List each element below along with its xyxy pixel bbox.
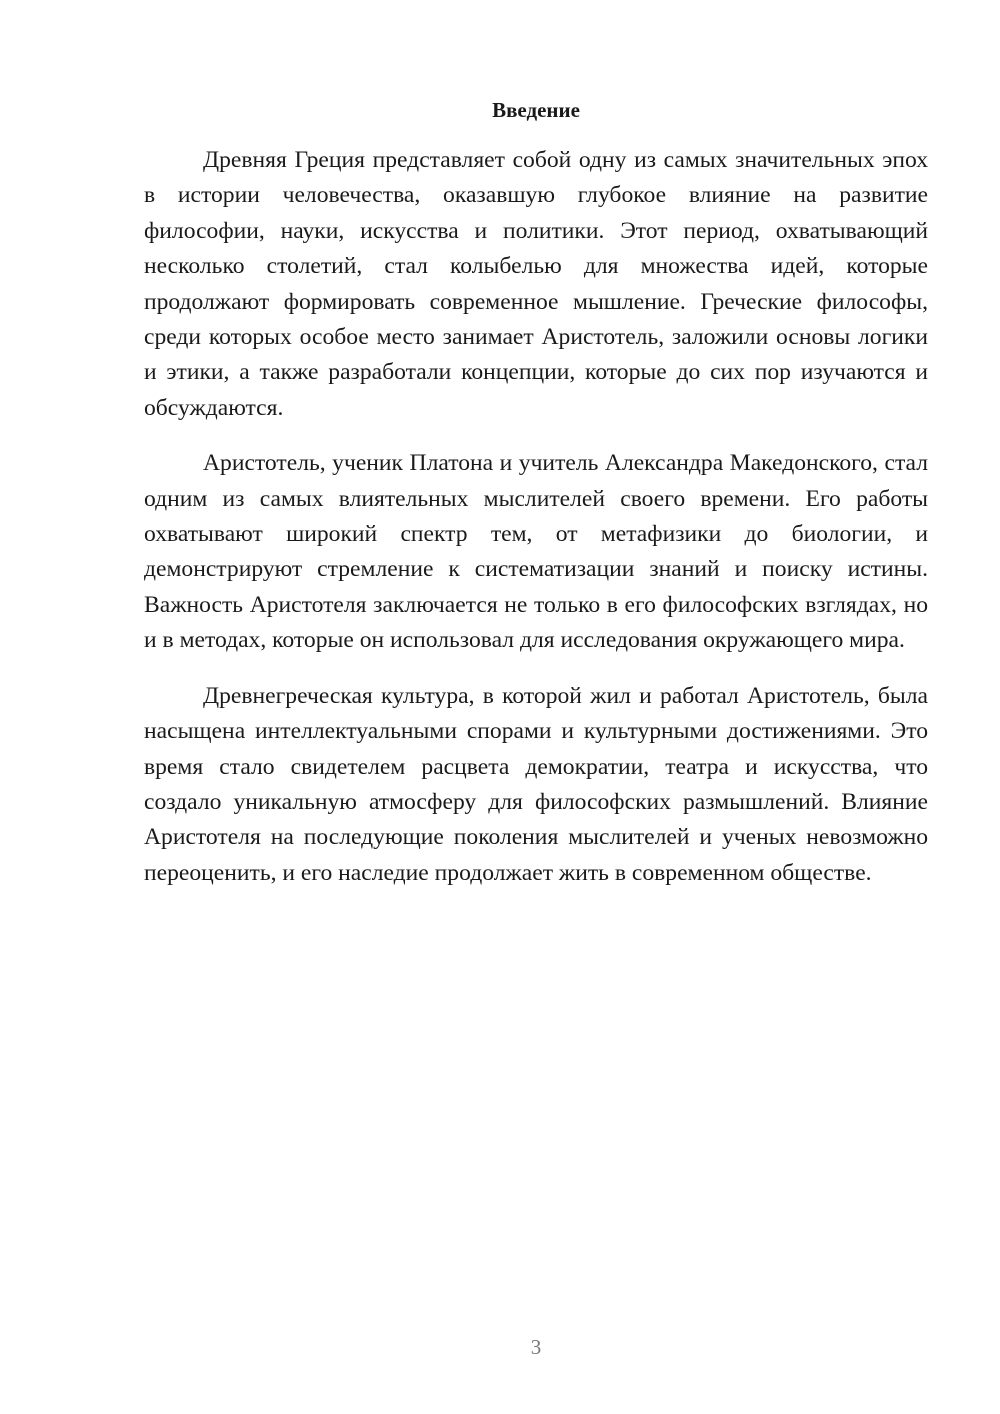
body-text (144, 143, 928, 911)
paragraph: Древнегреческая культура, в которой жил и работал Аристотель, была насыщена интеллектуальными спорами и культурными достижениями. Это время стало свидетелем расцвета демократии, театра и искусства, что создало уникальную атмосферу для философских размышлений. Влияние Аристотеля на последующие поколения мыслителей и ученых невозможно переоценить, и его наследие продолжает жить в современном обществе. (144, 682, 928, 886)
paragraph: Древняя Греция представляет собой одну из самых значительных эпох в истории человечества, оказавшую глубокое влияние на развитие философии, науки, искусства и политики. Этот период, охватывающий несколько столетий, стал колыбелью для множества идей, которые продолжают формировать современное мышление. Греческие философы, среди которых особое место занимает Аристотель, заложили основы логики и этики, а также разработали концепции, которые до сих пор изучаются и обсуждаются. (144, 147, 928, 421)
paragraph: Аристотель, ученик Платона и учитель Александра Македонского, стал одним из самых влиятельных мыслителей своего времени. Его работы охватывают широкий спектр тем, от метафизики до биологии, и демонстрируют стремление к систематизации знаний и поиску истины. Важность Аристотеля заключается не только в его философских взглядах, но и в методах, которые он использовал для исследования окружающего мира. (144, 450, 928, 654)
section-heading: Введение (492, 98, 580, 122)
page-number: 3 (530, 1335, 542, 1359)
